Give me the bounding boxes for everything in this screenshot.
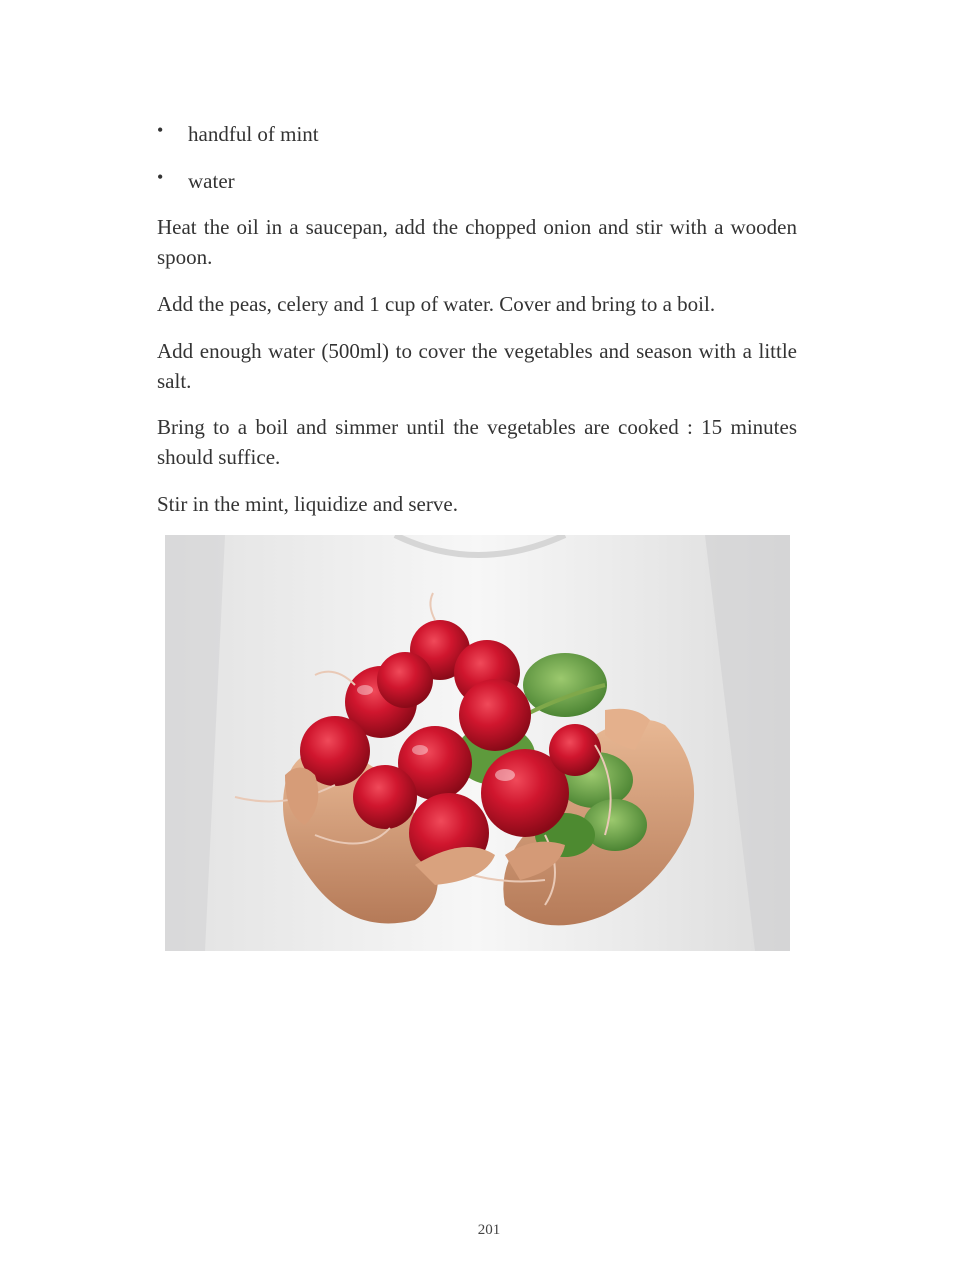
radish-photo (165, 535, 790, 951)
instruction-paragraph: Heat the oil in a saucepan, add the chopped onion and stir with a wooden spoon. (157, 215, 797, 269)
bullet-icon: • (157, 167, 164, 187)
page-number: 201 (477, 1222, 501, 1238)
bullet-icon: • (157, 120, 164, 140)
instruction-paragraph: Add the peas, celery and 1 cup of water. Cover and bring to a boil. (157, 292, 716, 316)
instruction-paragraph: Bring to a boil and simmer until the vegetables are cooked : 15 minutes should suffice. (157, 415, 797, 469)
ingredient-text: handful of mint (188, 122, 319, 146)
ingredient-list (157, 119, 797, 213)
list-item (157, 166, 797, 213)
list-item (157, 119, 797, 166)
ingredient-text: water (188, 169, 235, 193)
instruction-paragraph: Stir in the mint, liquidize and serve. (157, 492, 458, 516)
instruction-paragraph: Add enough water (500ml) to cover the vegetables and season with a little salt. (157, 339, 797, 393)
